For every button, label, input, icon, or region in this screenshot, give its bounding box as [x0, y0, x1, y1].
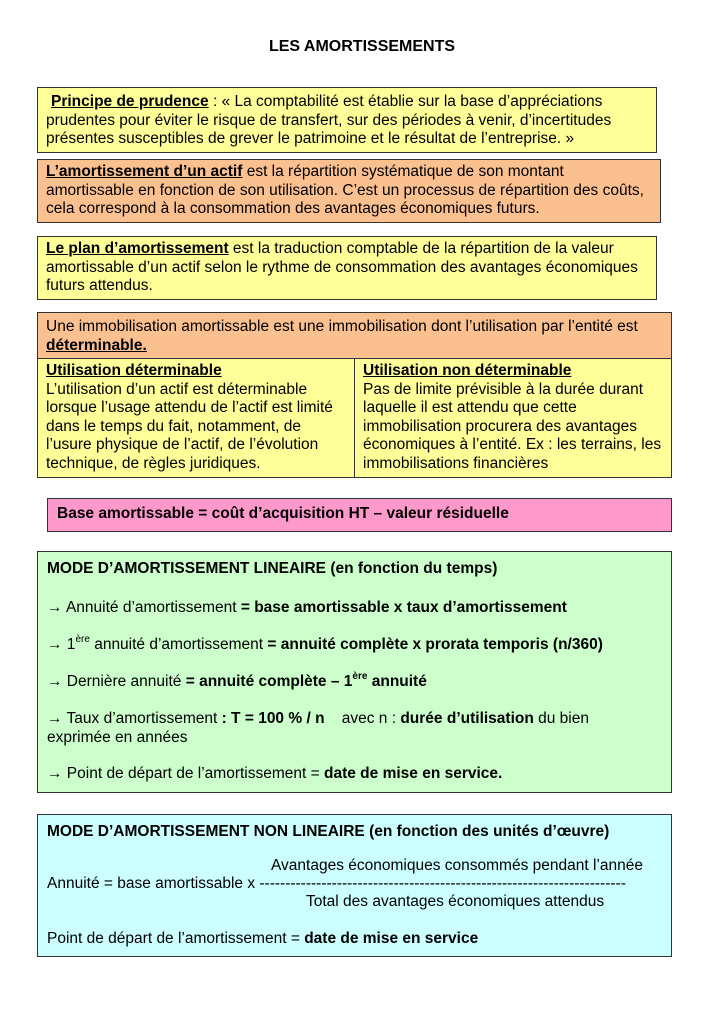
amortissement-box [37, 159, 661, 223]
lineaire-title-rest: (en fonction du temps) [326, 560, 498, 577]
prudence-term: Principe de prudence [51, 93, 209, 110]
amortissement-text: est la répartition systématique de son montant amortissable en fonction de son utilisation. C’est un processus de répartition des coûts, cela correspond à la consommation des avantages économiques futurs. [46, 163, 644, 217]
arrow-icon: → [47, 710, 63, 727]
arrow-icon: → [47, 765, 63, 782]
lineaire-title-bold: MODE D’AMORTISSEMENT LINEAIRE [47, 560, 327, 577]
lineaire-derniere-label: Dernière annuité [62, 673, 186, 690]
lineaire-premiere-label-rest: annuité d’amortissement [89, 636, 268, 653]
immobilisation-intro: Une immobilisation amortissable est une immobilisation dont l’utilisation par l’entité est [46, 318, 638, 335]
amortissement-term: L’amortissement d’un actif [46, 163, 243, 180]
non-lineaire-title [47, 823, 662, 842]
plan-term: Le plan d’amortissement [46, 240, 229, 257]
non-lineaire-box [37, 814, 672, 957]
non-lineaire-depart-label: Point de départ de l’amortissement = [47, 930, 305, 947]
plan-text: est la traduction comptable de la répartition de la valeur amortissable d’un actif selon le rythme de consommation des avantages économiques futurs attendus. [46, 240, 638, 294]
lineaire-taux-label: Taux d’amortissement [62, 710, 222, 727]
utilisation-determinable-text: L’utilisation d’un actif est déterminable lorsque l’usage attendu de l’actif est limité dans le temps du fait, notamment, de l’usure physique de l’actif, de l’évolution technique, de règles juridiques. [46, 380, 333, 472]
utilisation-determinable-cell [38, 359, 355, 477]
lineaire-taux-annees: exprimée en années [47, 728, 188, 746]
non-lineaire-title-rest: (en fonction des unités d’œuvre) [364, 823, 610, 840]
fraction-bar: ----------------------------------------------------------------------- [259, 875, 626, 892]
non-lineaire-depart [47, 930, 662, 949]
base-amortissable-box: Base amortissable = coût d’acquisition HT – valeur résiduelle [47, 498, 672, 532]
lineaire-premiere-label: 1 [62, 636, 76, 653]
arrow-icon: → [47, 599, 63, 616]
lineaire-taux-formula: : T = 100 % / n [221, 710, 325, 727]
lineaire-depart-value: date de mise en service. [324, 765, 503, 782]
lineaire-premiere-formula: = annuité complète x prorata temporis (n/360) [267, 636, 603, 653]
utilisation-non-determinable-cell [355, 359, 671, 477]
lineaire-derniere-annuite [47, 673, 662, 692]
page-title: LES AMORTISSEMENTS [268, 38, 456, 55]
lineaire-title [47, 560, 662, 579]
lineaire-depart-label: Point de départ de l’amortissement = [62, 765, 324, 782]
lineaire-annuite-formula: = base amortissable x taux d’amortissement [240, 599, 567, 616]
lineaire-annuite-label: Annuité d’amortissement [62, 599, 241, 616]
non-lineaire-formula-line [47, 875, 667, 894]
non-lineaire-lhs: Annuité = base amortissable x [47, 875, 260, 892]
immobilisation-table [37, 312, 672, 478]
non-lineaire-depart-value: date de mise en service [304, 930, 479, 947]
lineaire-taux [47, 710, 662, 747]
prudence-text: : « La comptabilité est établie sur la base d’appréciations prudentes pour éviter le risque de transfert, sur des périodes à venir, d’incertitudes présentes susceptibles de grever le patrimoine et le résultat de l’entreprise. » [46, 93, 612, 147]
lineaire-derniere-formula-rest: annuité [367, 673, 427, 690]
utilisation-non-determinable-text: Pas de limite prévisible à la durée durant laquelle il est attendu que cette immobilisation procurera des avantages économiques à l’entité. Ex : les terrains, les immobilisations financières [363, 380, 662, 472]
utilisation-non-determinable-title: Utilisation non déterminable [363, 362, 572, 379]
immobilisation-header [38, 313, 671, 359]
lineaire-derniere-formula: = annuité complète – 1 [185, 673, 353, 690]
lineaire-taux-duree: durée d’utilisation [400, 710, 534, 727]
prudence-box [37, 87, 657, 153]
lineaire-taux-avec: avec n : [324, 710, 401, 727]
plan-box [37, 236, 657, 300]
lineaire-depart [47, 765, 662, 784]
lineaire-premiere-sup: ère [75, 634, 90, 645]
arrow-icon: → [47, 673, 63, 690]
lineaire-premiere-annuite [47, 636, 662, 655]
non-lineaire-numerator: Avantages économiques consommés pendant l’année [271, 857, 643, 874]
lineaire-taux-bien: du bien [533, 710, 589, 727]
immobilisation-intro-bold: déterminable. [46, 336, 147, 354]
lineaire-derniere-sup: ère [352, 671, 368, 682]
utilisation-determinable-title: Utilisation déterminable [46, 362, 222, 379]
lineaire-annuite [47, 599, 662, 618]
arrow-icon: → [47, 636, 63, 653]
lineaire-box [37, 551, 672, 793]
non-lineaire-title-bold: MODE D’AMORTISSEMENT NON LINEAIRE [47, 823, 365, 840]
non-lineaire-denominator: Total des avantages économiques attendus [306, 893, 605, 910]
